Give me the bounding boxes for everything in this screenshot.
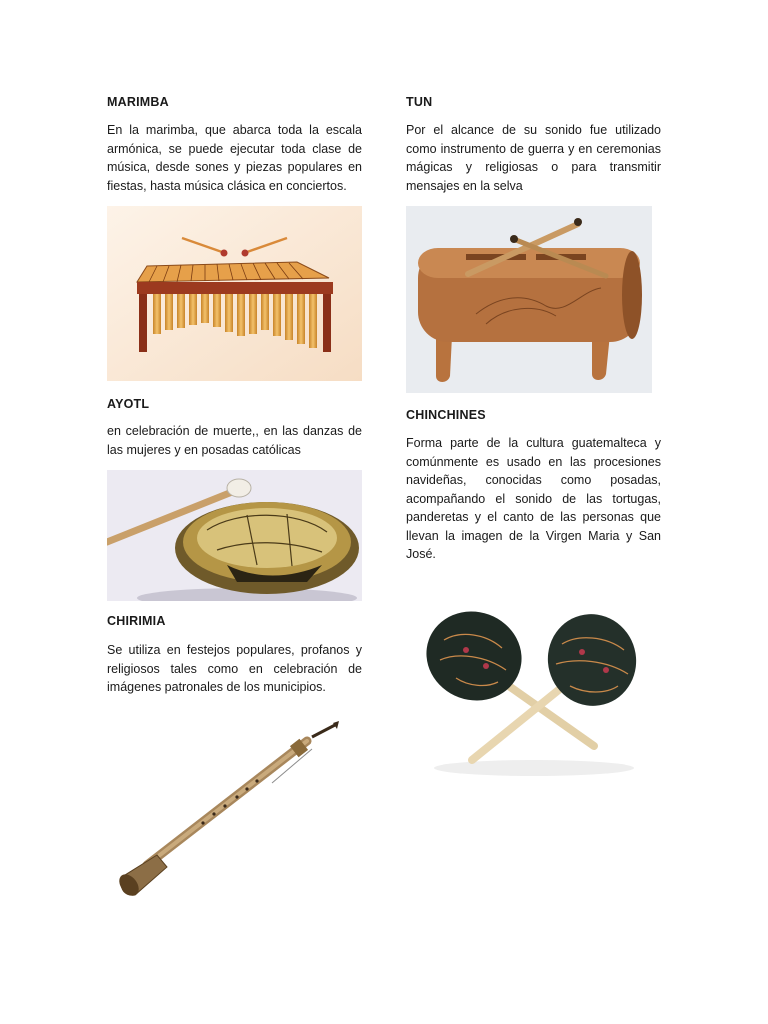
chinchines-description: Forma parte de la cultura guatemalteca y comúnmente es usado en las procesiones navideñas, conocidas como posadas, acompañando el sonido de las tortugas, panderetas y el canto de las personas que llevan la imagen de la Virgen Maria y San José.	[406, 436, 661, 561]
tun-drum-image	[406, 206, 652, 393]
marimba-description: En la marimba, que abarca toda la escala armónica, se puede ejecutar toda clase de música, desde sones y piezas populares en fiestas, hasta música clásica en conciertos.	[107, 123, 362, 193]
chirimia-description: Se utiliza en festejos populares, profanos y religiosos tales como en celebración de imágenes patronales de los municipios.	[107, 643, 362, 694]
turtle-shell-image	[107, 470, 362, 601]
ayotl-description: en celebración de muerte,, en las danzas de las mujeres y en posadas católicas	[107, 424, 362, 457]
tun-heading: TUN	[406, 95, 433, 109]
chirimia-heading: CHIRIMIA	[107, 614, 166, 628]
marimba-image	[107, 206, 362, 381]
chirimia-flute-image	[107, 715, 362, 905]
marimba-heading: MARIMBA	[107, 95, 169, 109]
tun-description: Por el alcance de su sonido fue utilizado como instrumento de guerra y en ceremonias mágicas y religiosas o para transmitir mensajes en la selva	[406, 123, 661, 193]
chinchines-heading: CHINCHINES	[406, 408, 486, 422]
ayotl-heading: AYOTL	[107, 397, 150, 411]
maracas-image	[406, 600, 661, 783]
